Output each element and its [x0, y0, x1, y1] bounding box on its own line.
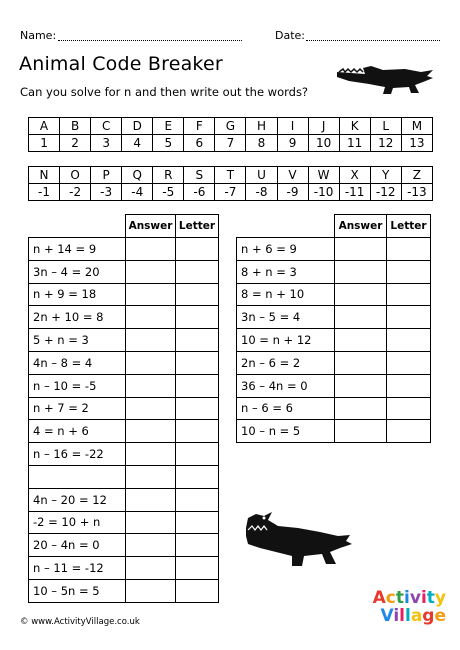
code-cell: Y	[370, 167, 401, 184]
equation-row	[29, 351, 219, 374]
code-cell: -13	[401, 184, 432, 201]
equation-text: 8 = n + 10	[237, 283, 335, 306]
letter-cell[interactable]	[387, 306, 431, 329]
code-cell: D	[122, 118, 153, 135]
code-cell: S	[184, 167, 215, 184]
answer-cell[interactable]	[126, 443, 176, 466]
code-cell: I	[277, 118, 308, 135]
name-label: Name:	[20, 29, 57, 42]
answer-cell[interactable]	[126, 579, 176, 602]
equation-row	[29, 306, 219, 329]
header-blank	[29, 215, 126, 238]
letter-cell[interactable]	[176, 557, 219, 580]
code-cell: -5	[153, 184, 184, 201]
code-cell: -3	[91, 184, 122, 201]
crocodile-icon	[335, 60, 435, 98]
equation-text: n + 6 = 9	[237, 238, 335, 261]
equation-row	[237, 329, 431, 352]
letter-header: Letter	[387, 215, 431, 238]
equation-text: -2 = 10 + n	[29, 511, 126, 534]
answer-cell[interactable]	[335, 397, 387, 420]
letter-cell[interactable]	[176, 488, 219, 511]
code-cell: J	[308, 118, 339, 135]
equation-text	[29, 465, 126, 488]
letter-cell[interactable]	[176, 511, 219, 534]
letter-cell[interactable]	[176, 397, 219, 420]
equation-text: 36 – 4n = 0	[237, 374, 335, 397]
code-cell: -9	[277, 184, 308, 201]
code-cell: V	[277, 167, 308, 184]
code-cell: 9	[277, 135, 308, 152]
equation-text: n + 9 = 18	[29, 283, 126, 306]
footer-copyright: © www.ActivityVillage.co.uk	[20, 617, 140, 627]
code-cell: R	[153, 167, 184, 184]
equation-row	[237, 351, 431, 374]
answer-cell[interactable]	[126, 351, 176, 374]
date-field[interactable]	[306, 40, 440, 41]
answer-cell[interactable]	[126, 374, 176, 397]
equation-text: 5 + n = 3	[29, 329, 126, 352]
answer-header: Answer	[126, 215, 176, 238]
code-cell: K	[339, 118, 370, 135]
code-cell: H	[246, 118, 277, 135]
code-cell: 5	[153, 135, 184, 152]
equation-row	[29, 511, 219, 534]
code-cell: -10	[308, 184, 339, 201]
equation-row	[237, 306, 431, 329]
equation-row	[237, 374, 431, 397]
equation-text: 8 + n = 3	[237, 260, 335, 283]
code-table-n-z	[28, 166, 433, 201]
equation-row	[237, 397, 431, 420]
code-cell: -7	[215, 184, 246, 201]
letter-cell[interactable]	[176, 534, 219, 557]
answer-cell[interactable]	[126, 397, 176, 420]
equation-text: 10 = n + 12	[237, 329, 335, 352]
letter-cell[interactable]	[387, 329, 431, 352]
answer-cell[interactable]	[335, 420, 387, 443]
code-cell: -8	[246, 184, 277, 201]
answer-cell[interactable]	[335, 283, 387, 306]
answer-cell[interactable]	[126, 557, 176, 580]
equation-text: 4n – 20 = 12	[29, 488, 126, 511]
answer-cell[interactable]	[335, 260, 387, 283]
letter-cell[interactable]	[176, 351, 219, 374]
letter-cell[interactable]	[176, 420, 219, 443]
code-cell: W	[308, 167, 339, 184]
equation-text: 4n – 8 = 4	[29, 351, 126, 374]
equation-text: 10 – n = 5	[237, 420, 335, 443]
answer-cell[interactable]	[126, 420, 176, 443]
answer-cell[interactable]	[335, 238, 387, 261]
code-cell: N	[29, 167, 60, 184]
answer-cell[interactable]	[335, 329, 387, 352]
answer-cell[interactable]	[126, 465, 176, 488]
equation-row	[29, 397, 219, 420]
page-title: Animal Code Breaker	[19, 53, 223, 75]
equation-row	[29, 420, 219, 443]
letter-cell[interactable]	[176, 443, 219, 466]
letter-cell[interactable]	[176, 465, 219, 488]
code-cell: E	[153, 118, 184, 135]
code-letters-row	[29, 118, 433, 135]
code-cell: P	[91, 167, 122, 184]
equation-row	[29, 283, 219, 306]
code-cell: -2	[60, 184, 91, 201]
answer-cell[interactable]	[126, 488, 176, 511]
equation-row	[237, 420, 431, 443]
equation-row	[29, 579, 219, 602]
code-letters-row	[29, 167, 433, 184]
equation-row	[29, 443, 219, 466]
equation-row	[29, 374, 219, 397]
code-cell: B	[60, 118, 91, 135]
left-equation-table	[28, 214, 219, 603]
equation-text: n + 7 = 2	[29, 397, 126, 420]
letter-cell[interactable]	[387, 283, 431, 306]
code-cell: X	[339, 167, 370, 184]
letter-cell[interactable]	[176, 579, 219, 602]
letter-cell[interactable]	[387, 420, 431, 443]
answer-cell[interactable]	[335, 306, 387, 329]
answer-cell[interactable]	[126, 329, 176, 352]
equation-text: 4 = n + 6	[29, 420, 126, 443]
equation-text: n – 6 = 6	[237, 397, 335, 420]
letter-cell[interactable]	[387, 397, 431, 420]
code-cell: 8	[246, 135, 277, 152]
answer-cell[interactable]	[126, 238, 176, 261]
code-cell: -6	[184, 184, 215, 201]
code-cell: U	[246, 167, 277, 184]
code-cell: G	[215, 118, 246, 135]
equation-text: 10 – 5n = 5	[29, 579, 126, 602]
letter-header: Letter	[176, 215, 219, 238]
equation-row	[29, 329, 219, 352]
letter-cell[interactable]	[176, 238, 219, 261]
code-cell: Z	[401, 167, 432, 184]
answer-cell[interactable]	[335, 351, 387, 374]
answer-cell[interactable]	[126, 283, 176, 306]
code-cell: A	[29, 118, 60, 135]
answer-header: Answer	[335, 215, 387, 238]
code-numbers-row	[29, 184, 433, 201]
code-cell: T	[215, 167, 246, 184]
crocodile-icon	[242, 508, 352, 570]
code-cell: 11	[339, 135, 370, 152]
equation-text: 3n – 5 = 4	[237, 306, 335, 329]
right-equation-table	[236, 214, 431, 443]
code-cell: M	[401, 118, 432, 135]
equation-row	[237, 238, 431, 261]
code-cell: 7	[215, 135, 246, 152]
code-cell: 4	[122, 135, 153, 152]
code-cell: -12	[370, 184, 401, 201]
letter-cell[interactable]	[176, 329, 219, 352]
name-field[interactable]	[58, 40, 242, 41]
answer-cell[interactable]	[126, 534, 176, 557]
equation-row	[29, 260, 219, 283]
letter-cell[interactable]	[387, 351, 431, 374]
answer-cell[interactable]	[126, 511, 176, 534]
answer-cell[interactable]	[126, 306, 176, 329]
letter-cell[interactable]	[176, 306, 219, 329]
equation-text: 2n + 10 = 8	[29, 306, 126, 329]
code-cell: 3	[91, 135, 122, 152]
letter-cell[interactable]	[387, 260, 431, 283]
code-cell: 12	[370, 135, 401, 152]
code-cell: 10	[308, 135, 339, 152]
code-cell: -1	[29, 184, 60, 201]
code-cell: 2	[60, 135, 91, 152]
code-cell: Q	[122, 167, 153, 184]
code-cell: 1	[29, 135, 60, 152]
equation-row	[29, 238, 219, 261]
equation-text: 20 – 4n = 0	[29, 534, 126, 557]
equation-row	[29, 557, 219, 580]
equation-text: n + 14 = 9	[29, 238, 126, 261]
equation-row	[29, 534, 219, 557]
code-cell: L	[370, 118, 401, 135]
page-subtitle: Can you solve for n and then write out the words?	[20, 85, 309, 99]
answer-cell[interactable]	[335, 374, 387, 397]
equation-text: n – 10 = -5	[29, 374, 126, 397]
letter-cell[interactable]	[176, 283, 219, 306]
code-cell: F	[184, 118, 215, 135]
letter-cell[interactable]	[387, 374, 431, 397]
letter-cell[interactable]	[387, 238, 431, 261]
equation-text: 3n – 4 = 20	[29, 260, 126, 283]
code-cell: O	[60, 167, 91, 184]
code-table-a-m	[28, 117, 433, 152]
code-cell: -11	[339, 184, 370, 201]
equation-text: n – 16 = -22	[29, 443, 126, 466]
code-cell: C	[91, 118, 122, 135]
activity-village-logo: Activity Village	[372, 588, 446, 626]
date-label: Date:	[275, 29, 305, 42]
equation-text: n – 11 = -12	[29, 557, 126, 580]
answer-cell[interactable]	[126, 260, 176, 283]
equation-row	[29, 488, 219, 511]
equation-row	[237, 283, 431, 306]
code-cell: -4	[122, 184, 153, 201]
letter-cell[interactable]	[176, 374, 219, 397]
equation-text: 2n – 6 = 2	[237, 351, 335, 374]
equation-row	[237, 260, 431, 283]
code-cell: 6	[184, 135, 215, 152]
equation-row	[29, 465, 219, 488]
letter-cell[interactable]	[176, 260, 219, 283]
code-numbers-row	[29, 135, 433, 152]
code-cell: 13	[401, 135, 432, 152]
header-blank	[237, 215, 335, 238]
